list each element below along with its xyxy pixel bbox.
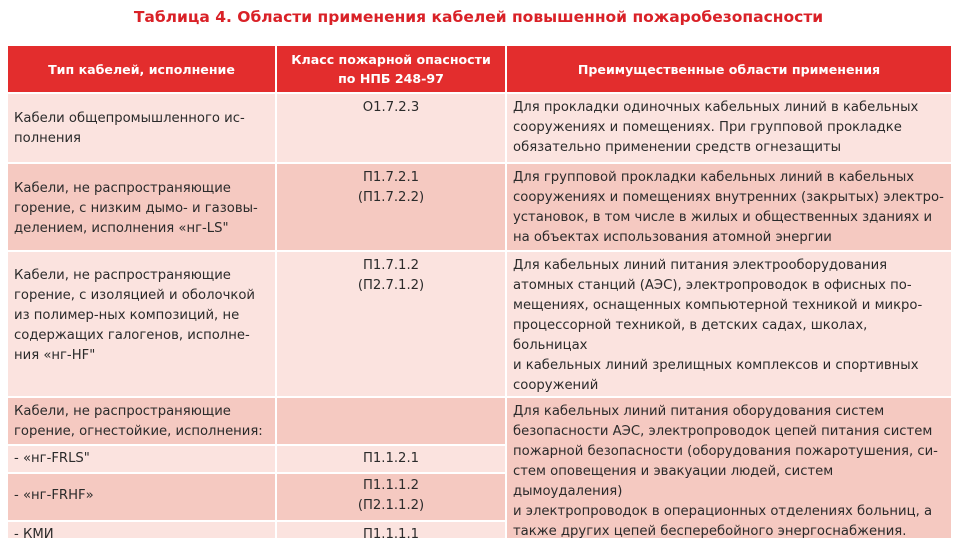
table-row	[7, 163, 952, 251]
cell-cable-type: Кабели общепромышленного ис- полнения	[7, 93, 276, 163]
cell-fire-class: П1.1.1.1	[276, 521, 506, 538]
cell-fire-class: О1.7.2.3	[276, 93, 506, 163]
cell-cable-type: - «нг-FRHF»	[7, 473, 276, 521]
cell-application-areas: Для прокладки одиночных кабельных линий в кабельных сооружениях и помещениях. При групповой прокладке обязательно применении средств огнезащиты	[506, 93, 952, 163]
cell-fire-class: П1.1.2.1	[276, 445, 506, 473]
header-fire-class: Класс пожарной опасности по НПБ 248-97	[276, 45, 506, 93]
cell-cable-type: Кабели, не распространяющие горение, с изоляцией и оболочкой из полимер-ных композиций, не содержащих галогенов, исполне- ния «нг-HF"	[7, 251, 276, 397]
cell-application-areas: Для кабельных линий питания электрооборудования атомных станций (АЭС), электропроводок в офисных по- мещениях, оснащенных компьютерной техникой и микро- процессорной техникой, в детских садах, школах, больницах и кабельных линий зрелищных комплексов и спортивных сооружений	[506, 251, 952, 397]
header-cable-type: Тип кабелей, исполнение	[7, 45, 276, 93]
cell-cable-type: Кабели, не распространяющие горение, огнестойкие, исполнения:	[7, 397, 276, 445]
cell-fire-class: П1.1.1.2 (П2.1.1.2)	[276, 473, 506, 521]
table-title: Таблица 4. Области применения кабелей повышенной пожаробезопасности	[133, 8, 824, 26]
cell-fire-class: П1.7.1.2 (П2.7.1.2)	[276, 251, 506, 397]
cell-cable-type: - «нг-FRLS"	[7, 445, 276, 473]
cell-application-areas: Для кабельных линий питания оборудования систем безопасности АЭС, электропроводок цепей питания систем пожарной безопасности (оборудования пожаротушения, си- стем оповещения и эвакуации людей, систем дымоудаления) и электропроводок в операционных отделениях больниц, а также других цепей бесперебойного энергоснабжения.	[506, 397, 952, 538]
table-row	[7, 397, 952, 445]
cell-fire-class: П1.7.2.1 (П1.7.2.2)	[276, 163, 506, 251]
header-row	[7, 45, 952, 93]
cell-cable-type: - КМИ	[7, 521, 276, 538]
header-application-areas: Преимущественные области применения	[506, 45, 952, 93]
cables-table	[6, 44, 953, 538]
table-row	[7, 93, 952, 163]
cell-application-areas: Для групповой прокладки кабельных линий в кабельных сооружениях и помещениях внутренних (закрытых) электро- установок, в том числе в жилых и общественных зданиях и на объектах использования атомной энергии	[506, 163, 952, 251]
table-row	[7, 251, 952, 397]
cell-fire-class	[276, 397, 506, 445]
cell-cable-type: Кабели, не распространяющие горение, с низким дымо- и газовы- делением, исполнения «нг-LS"	[7, 163, 276, 251]
